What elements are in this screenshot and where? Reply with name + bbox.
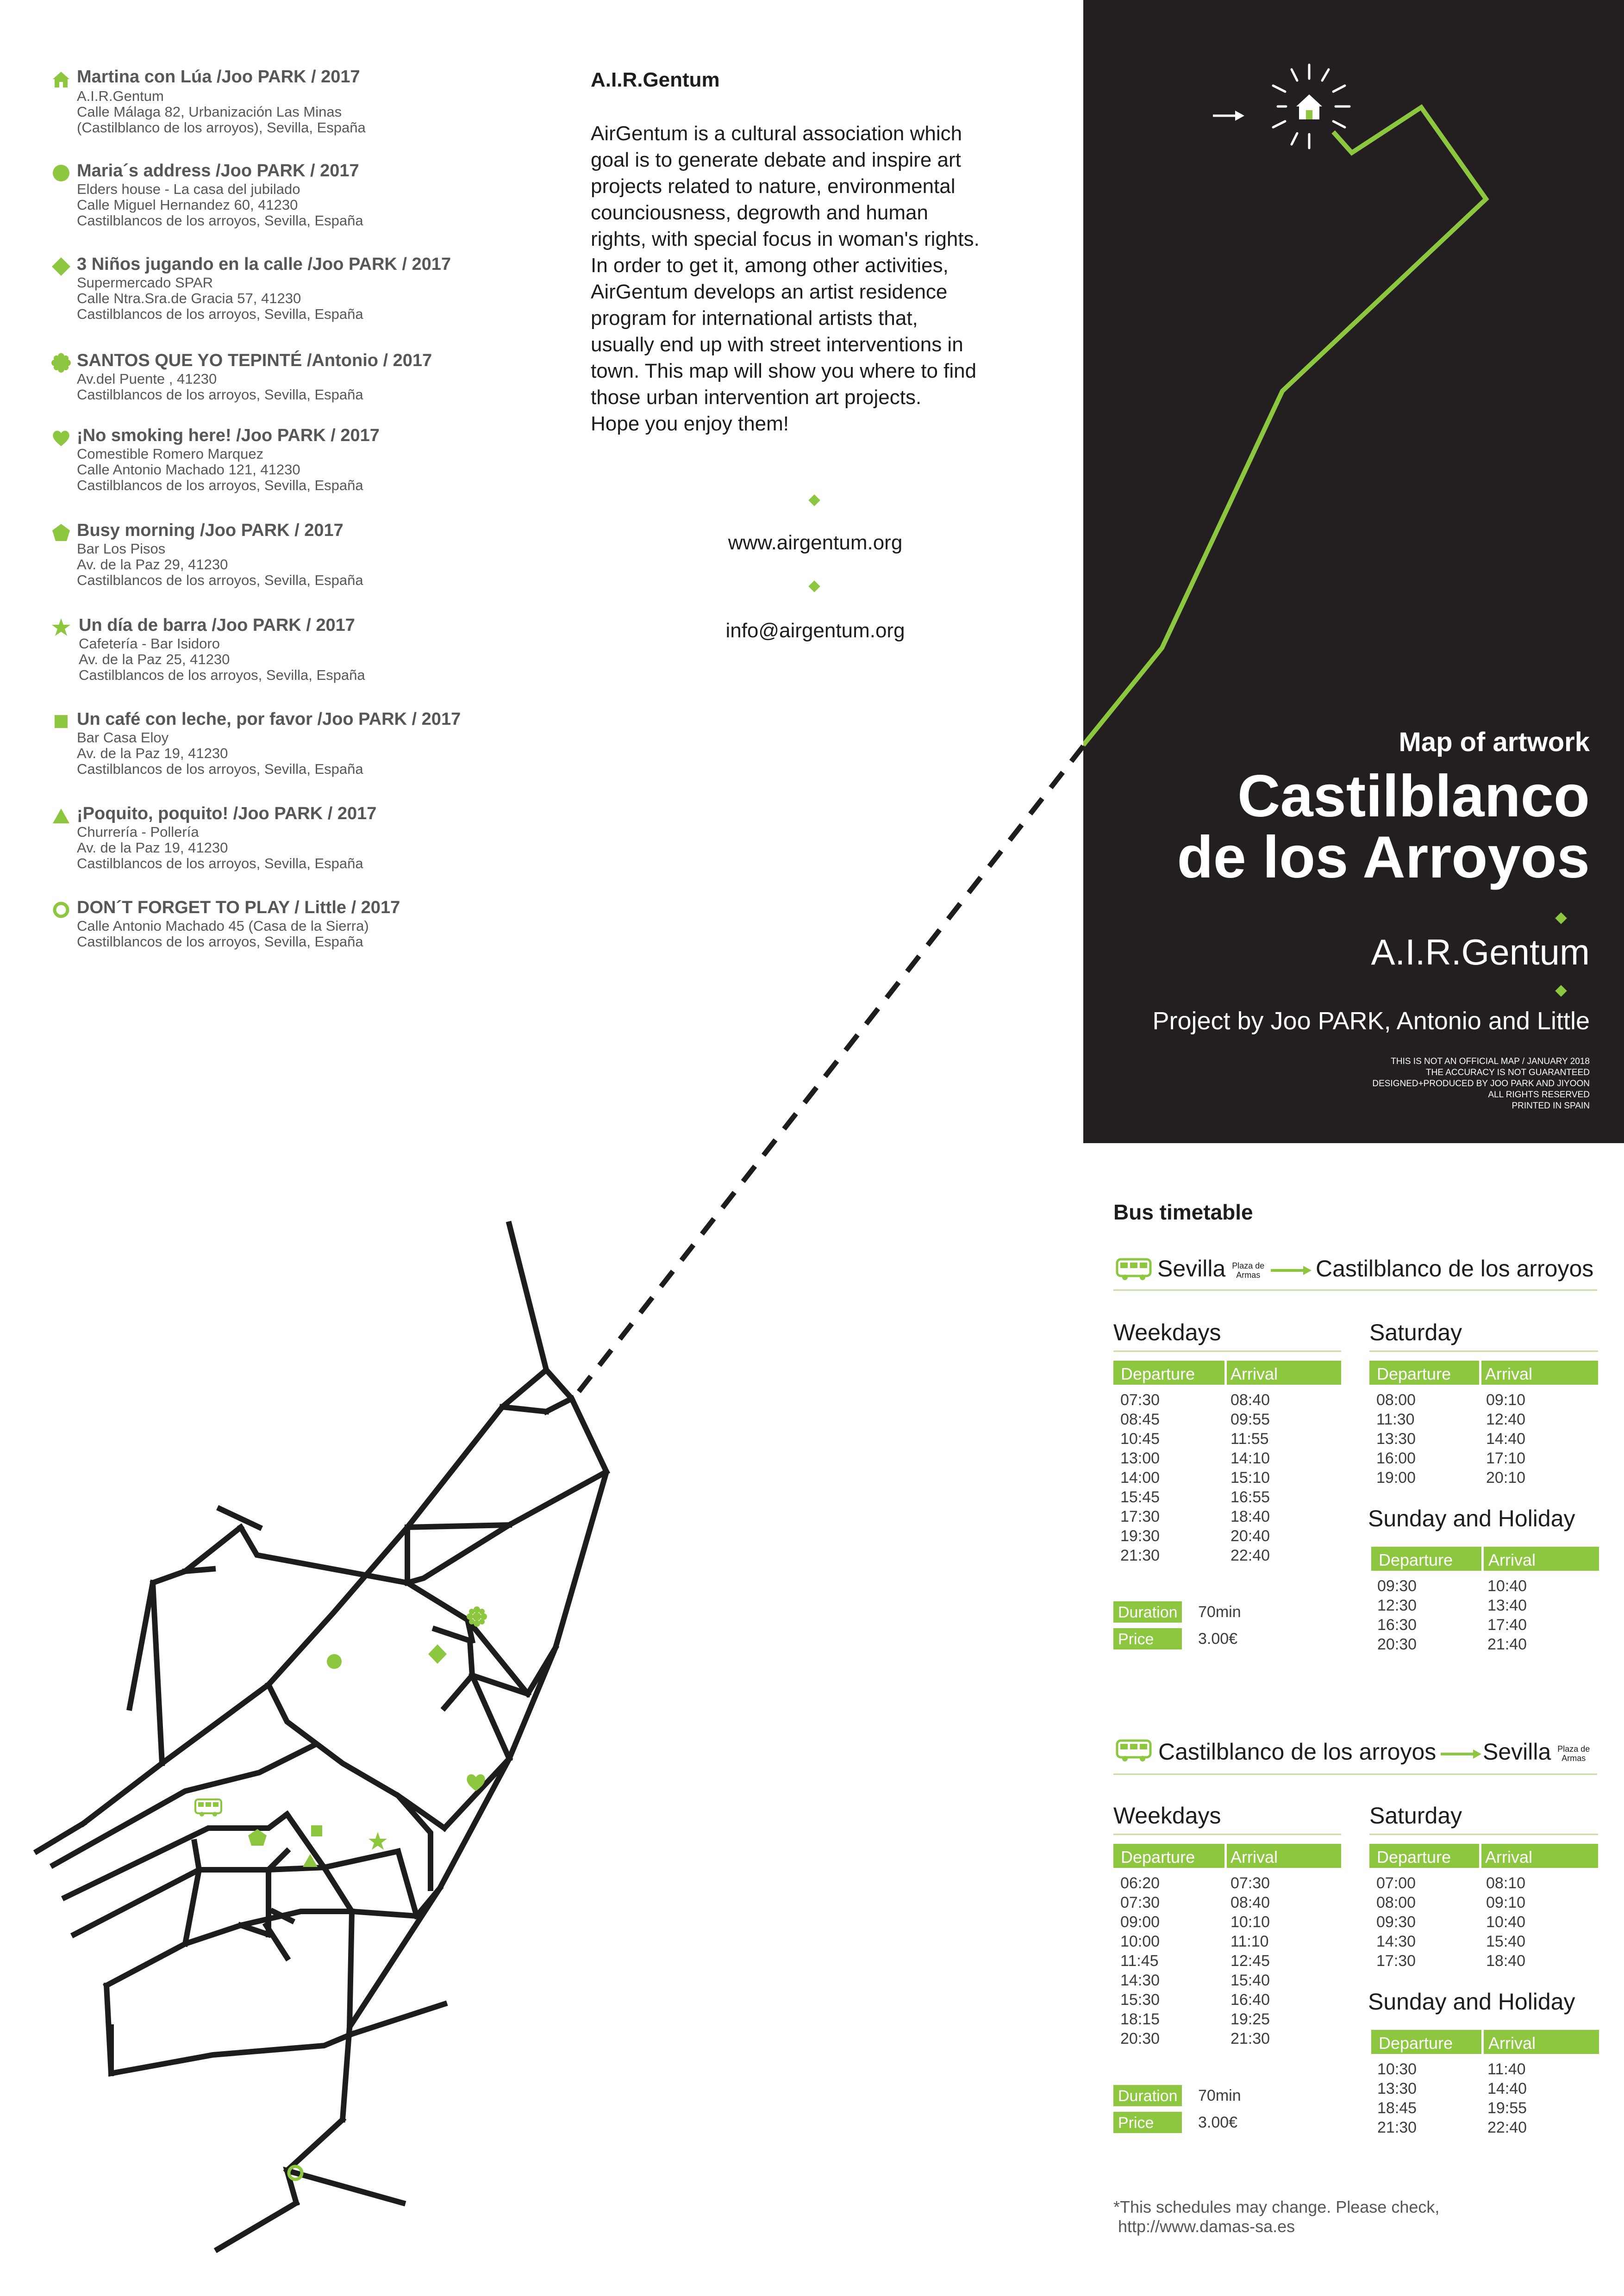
time-cell: 20:30 [1120,2030,1160,2047]
project-credit: Project by Joo PARK, Antonio and Little [1152,1007,1590,1035]
arrival-times [1230,1873,1270,2048]
time-cell: 22:40 [1487,2119,1527,2136]
table-header [1371,1547,1599,1571]
arrow-right-icon [1441,1748,1482,1760]
time-cell: 10:45 [1120,1430,1160,1448]
departure-header: Departure [1121,1848,1195,1867]
departure-header: Departure [1379,1550,1453,1569]
fine-print [1372,1056,1590,1112]
dashed-connector [574,746,1083,1398]
time-cell: 10:30 [1377,2060,1417,2078]
time-cell: 21:40 [1487,1636,1527,1653]
departure-header: Departure [1379,2034,1453,2053]
duration-value: 70min [1198,1603,1241,1621]
intro-heading: A.I.R.Gentum [591,68,720,91]
artwork-address: Castilblancos de los arroyos, Sevilla, España [77,933,363,950]
time-cell: 07:00 [1376,1874,1416,1892]
artwork-address: Castilblancos de los arroyos, Sevilla, España [79,667,365,683]
diamond-divider [1555,985,1567,996]
org-name: A.I.R.Gentum [1371,932,1590,972]
artwork-address: Castilblancos de los arroyos, Sevilla, España [77,855,363,871]
fine-print-line: THE ACCURACY IS NOT GUARANTEED [1425,1068,1590,1077]
email-link[interactable]: info@airgentum.org [725,619,905,642]
diamond-marker [428,1644,447,1664]
header-separator [1224,1361,1227,1385]
time-cell: 14:00 [1120,1469,1160,1487]
time-cell: 06:20 [1120,1874,1160,1892]
departure-times [1376,1390,1416,1487]
arrival-times [1486,1390,1525,1487]
artwork-venue: Churrería - Pollería [77,824,199,840]
time-cell: 09:10 [1486,1391,1526,1409]
departure-times [1120,1873,1160,2048]
intro-line: goal is to generate debate and inspire art [591,149,961,171]
departure-header: Departure [1121,1364,1195,1383]
time-cell: 15:10 [1230,1469,1270,1487]
artwork-address: Calle Ntra.Sra.de Gracia 57, 41230 [77,290,301,306]
table-header [1369,1844,1598,1868]
divider [1369,1350,1598,1352]
intro-line: AirGentum develops an artist residence [591,280,948,303]
artwork-address: Castilblancos de los arroyos, Sevilla, España [77,306,363,322]
departure-times [1376,1873,1416,1971]
sunday-label: Sunday and Holiday [1368,1506,1575,1531]
time-cell: 18:40 [1230,1508,1270,1525]
time-cell: 17:40 [1487,1616,1527,1634]
price-label-text: Price [1118,1630,1154,1648]
note-line: *This schedules may change. Please check, [1113,2197,1440,2216]
time-cell: 07:30 [1120,1391,1160,1409]
departure-times [1120,1390,1160,1565]
arrival-header: Arrival [1230,1848,1278,1867]
artwork-venue: Elders house - La casa del jubilado [77,181,300,197]
time-cell: 20:30 [1377,1636,1417,1653]
artwork-address: Castilblancos de los arroyos, Sevilla, España [77,386,363,403]
arrival-times [1487,1576,1527,1654]
time-cell: 14:30 [1120,1972,1160,1989]
fine-print-line: DESIGNED+PRODUCED BY JOO PARK AND JIYOON [1372,1079,1590,1089]
weekdays-label: Weekdays [1113,1803,1221,1829]
time-cell: 12:40 [1486,1411,1526,1428]
departure-times [1377,1576,1417,1654]
artwork-venue: A.I.R.Gentum [77,88,164,104]
intro-line: program for international artists that, [591,307,918,330]
time-cell: 14:40 [1487,2080,1527,2097]
route-from: Castilblanco de los arroyos [1158,1739,1437,1765]
artwork-address: Calle Antonio Machado 121, 41230 [77,461,300,478]
time-cell: 20:10 [1486,1469,1526,1487]
time-cell: 19:55 [1487,2099,1527,2117]
duration-label [1113,1601,1182,1623]
route-from-note [1232,1261,1264,1280]
arrival-header: Arrival [1488,2034,1536,2053]
duration-value: 70min [1198,2087,1241,2104]
intro-line: In order to get it, among other activities, [591,254,949,277]
time-cell: 18:40 [1486,1952,1526,1970]
artwork-address: Castilblancos de los arroyos, Sevilla, España [77,477,363,493]
pentagon-marker [248,1829,267,1846]
arrival-header: Arrival [1485,1364,1533,1383]
time-cell: 14:30 [1376,1933,1416,1950]
arrival-times [1230,1390,1270,1565]
map-kicker: Map of artwork [1399,727,1590,757]
artwork-title: Un día de barra /Joo PARK / 2017 [79,616,355,635]
time-cell: 08:00 [1376,1894,1416,1911]
time-cell: 16:55 [1230,1488,1270,1506]
divider [1113,1289,1597,1291]
time-cell: 11:30 [1376,1411,1415,1428]
artwork-title: DON´T FORGET TO PLAY / Little / 2017 [77,898,400,917]
arrival-times [1487,2060,1527,2137]
intro-line: Hope you enjoy them! [591,412,789,435]
time-cell: 15:40 [1486,1933,1526,1950]
route-note-line: Plaza de [1232,1261,1265,1270]
route-to-label [1483,1738,1590,1765]
arrow-right-icon [1271,1265,1312,1276]
table-header [1113,1844,1341,1868]
artwork-address: Castilblancos de los arroyos, Sevilla, España [77,761,363,777]
time-cell: 08:10 [1486,1874,1526,1892]
artwork-venue: Bar Casa Eloy [77,729,169,746]
price-label [1113,1628,1182,1649]
time-cell: 07:30 [1230,1874,1270,1892]
artwork-address: (Castilblanco de los arroyos), Sevilla, España [77,119,366,136]
saturday-label: Saturday [1369,1803,1462,1829]
artwork-title: Maria´s address /Joo PARK / 2017 [77,161,359,180]
route-note-line: Armas [1236,1270,1261,1280]
time-cell: 14:40 [1486,1430,1526,1448]
time-cell: 08:00 [1376,1391,1416,1409]
map-title-line-2: de los Arroyos [1177,824,1590,890]
map-title-line-1: Castilblanco [1237,763,1590,829]
artwork-address: Calle Málaga 82, Urbanización Las Minas [77,104,342,120]
time-cell: 11:45 [1120,1952,1159,1970]
time-cell: 19:30 [1120,1527,1160,1545]
weekdays-label: Weekdays [1113,1319,1221,1345]
table-header [1371,2030,1599,2054]
artwork-venue: Supermercado SPAR [77,274,213,291]
artwork-venue: Cafetería - Bar Isidoro [79,635,220,652]
artwork-address: Castilblancos de los arroyos, Sevilla, España [77,572,363,588]
diamond-divider [1555,912,1567,924]
departure-times [1377,2060,1417,2137]
artwork-address: Av. de la Paz 25, 41230 [79,651,230,667]
intro-line: town. This map will show you where to find [591,360,977,382]
artwork-title: Un café con leche, por favor /Joo PARK / 2017 [77,709,461,729]
artwork-venue: Comestible Romero Marquez [77,446,264,462]
price-label [1113,2112,1182,2133]
time-cell: 11:10 [1230,1933,1269,1950]
duration-label-text: Duration [1118,2087,1178,2105]
time-cell: 15:30 [1120,1991,1160,2009]
route-to-note [1557,1744,1590,1763]
header-separator [1479,1844,1481,1868]
divider [1369,1834,1598,1835]
time-cell: 11:40 [1487,2060,1526,2078]
time-cell: 12:30 [1377,1597,1417,1614]
circle-marker [327,1654,342,1669]
sunday-label: Sunday and Holiday [1368,1989,1575,2015]
time-cell: 09:00 [1120,1913,1160,1931]
artwork-address: Av. de la Paz 29, 41230 [77,556,228,572]
time-cell: 13:40 [1487,1597,1527,1614]
artwork-venue: Bar Los Pisos [77,541,166,557]
duration-label [1113,2085,1182,2106]
sunburst-house-icon [1259,60,1370,167]
artwork-title: ¡Poquito, poquito! /Joo PARK / 2017 [77,804,377,823]
cover-panel [1083,0,1624,1143]
time-cell: 17:30 [1376,1952,1416,1970]
time-cell: 16:40 [1230,1991,1270,2009]
time-cell: 19:25 [1230,2010,1270,2028]
time-cell: 10:40 [1486,1913,1526,1931]
map-markers [248,1606,487,2179]
time-cell: 16:30 [1377,1616,1417,1634]
divider [1113,1834,1341,1835]
route-to: Sevilla [1483,1739,1551,1765]
time-cell: 13:30 [1376,1430,1416,1448]
table-header [1113,1361,1341,1385]
note-link[interactable]: http://www.damas-sa.es [1113,2217,1295,2236]
table-header [1369,1361,1598,1385]
time-cell: 09:10 [1486,1894,1526,1911]
time-cell: 22:40 [1230,1547,1270,1564]
route-note-line: Plaza de [1557,1744,1590,1754]
header-separator [1479,1361,1481,1385]
time-cell: 21:30 [1377,2119,1417,2136]
time-cell: 15:40 [1230,1972,1270,1989]
time-cell: 10:00 [1120,1933,1160,1950]
schedule-note [1113,2197,1439,2236]
time-cell: 09:55 [1230,1411,1270,1428]
time-cell: 10:40 [1487,1577,1527,1595]
star-marker [369,1832,387,1850]
price-value: 3.00€ [1198,1630,1238,1648]
artwork-address: Castilblancos de los arroyos, Sevilla, España [77,212,363,229]
time-cell: 11:55 [1230,1430,1269,1448]
arrival-header: Arrival [1230,1364,1278,1383]
time-cell: 19:00 [1376,1469,1416,1487]
time-cell: 07:30 [1120,1894,1160,1911]
time-cell: 10:10 [1230,1913,1270,1931]
artwork-title: ¡No smoking here! /Joo PARK / 2017 [77,426,380,445]
price-label-text: Price [1118,2114,1154,2132]
divider [1113,1350,1341,1352]
intro-line: AirGentum is a cultural association which [591,122,962,145]
duration-label-text: Duration [1118,1604,1178,1621]
time-cell: 20:40 [1230,1527,1270,1545]
artwork-address: Av. de la Paz 19, 41230 [77,745,228,761]
intro-line: those urban intervention art projects. [591,386,922,409]
time-cell: 09:30 [1377,1577,1417,1595]
time-cell: 17:30 [1120,1508,1160,1525]
departure-header: Departure [1377,1848,1451,1867]
time-cell: 09:30 [1376,1913,1416,1931]
intro-line: counciousness, degrowth and human [591,201,928,224]
time-cell: 12:45 [1230,1952,1270,1970]
header-separator [1481,2030,1484,2054]
intro-line: usually end up with street interventions in [591,333,963,356]
time-cell: 17:10 [1486,1450,1526,1467]
artwork-address: Calle Miguel Hernandez 60, 41230 [77,197,298,213]
time-cell: 16:00 [1376,1450,1416,1467]
time-cell: 13:30 [1377,2080,1417,2097]
arrival-times [1486,1873,1525,1971]
fine-print-line: ALL RIGHTS RESERVED [1488,1090,1590,1100]
time-cell: 14:10 [1230,1450,1270,1467]
header-separator [1224,1844,1227,1868]
streets [37,1224,606,2249]
time-cell: 18:15 [1120,2010,1160,2028]
artwork-title: 3 Niños jugando en la calle /Joo PARK / 2017 [77,255,451,274]
artwork-address: Calle Antonio Machado 45 (Casa de la Sierra) [77,918,369,934]
header-separator [1481,1547,1484,1571]
bus-icon [1116,1739,1153,1762]
time-cell: 13:00 [1120,1450,1160,1467]
bus-marker [195,1799,221,1817]
square-marker [311,1825,322,1836]
arrival-header: Arrival [1485,1848,1533,1867]
time-cell: 21:30 [1230,2030,1270,2047]
artwork-title: Martina con Lúa /Joo PARK / 2017 [77,67,360,87]
arrival-header: Arrival [1488,1550,1536,1569]
time-cell: 08:40 [1230,1894,1270,1911]
saturday-label: Saturday [1369,1319,1462,1345]
route-to: Castilblanco de los arroyos [1316,1256,1594,1282]
intro-line: projects related to nature, environmental [591,175,956,198]
route-note-line: Armas [1562,1753,1586,1763]
timetable-title: Bus timetable [1113,1200,1253,1224]
artwork-title: Busy morning /Joo PARK / 2017 [77,521,344,540]
time-cell: 15:45 [1120,1488,1160,1506]
intro-line: rights, with special focus in woman's rights. [591,228,980,250]
divider [1113,1773,1597,1775]
route-from: Sevilla [1157,1256,1226,1282]
arrow-right-icon [1213,109,1245,123]
fine-print-line: THIS IS NOT AN OFFICIAL MAP / JANUARY 2018 [1391,1057,1590,1066]
route-label [1157,1255,1264,1282]
time-cell: 08:40 [1230,1391,1270,1409]
artwork-title: SANTOS QUE YO TEPINTÉ /Antonio / 2017 [77,351,432,370]
website-link[interactable]: www.airgentum.org [728,531,903,554]
price-value: 3.00€ [1198,2114,1238,2131]
departure-header: Departure [1377,1364,1451,1383]
fine-print-line: PRINTED IN SPAIN [1512,1101,1590,1111]
artwork-address: Av.del Puente , 41230 [77,371,217,387]
artwork-address: Av. de la Paz 19, 41230 [77,840,228,856]
time-cell: 21:30 [1120,1547,1160,1564]
time-cell: 18:45 [1377,2099,1417,2117]
bus-icon [1116,1258,1153,1281]
time-cell: 08:45 [1120,1411,1160,1428]
